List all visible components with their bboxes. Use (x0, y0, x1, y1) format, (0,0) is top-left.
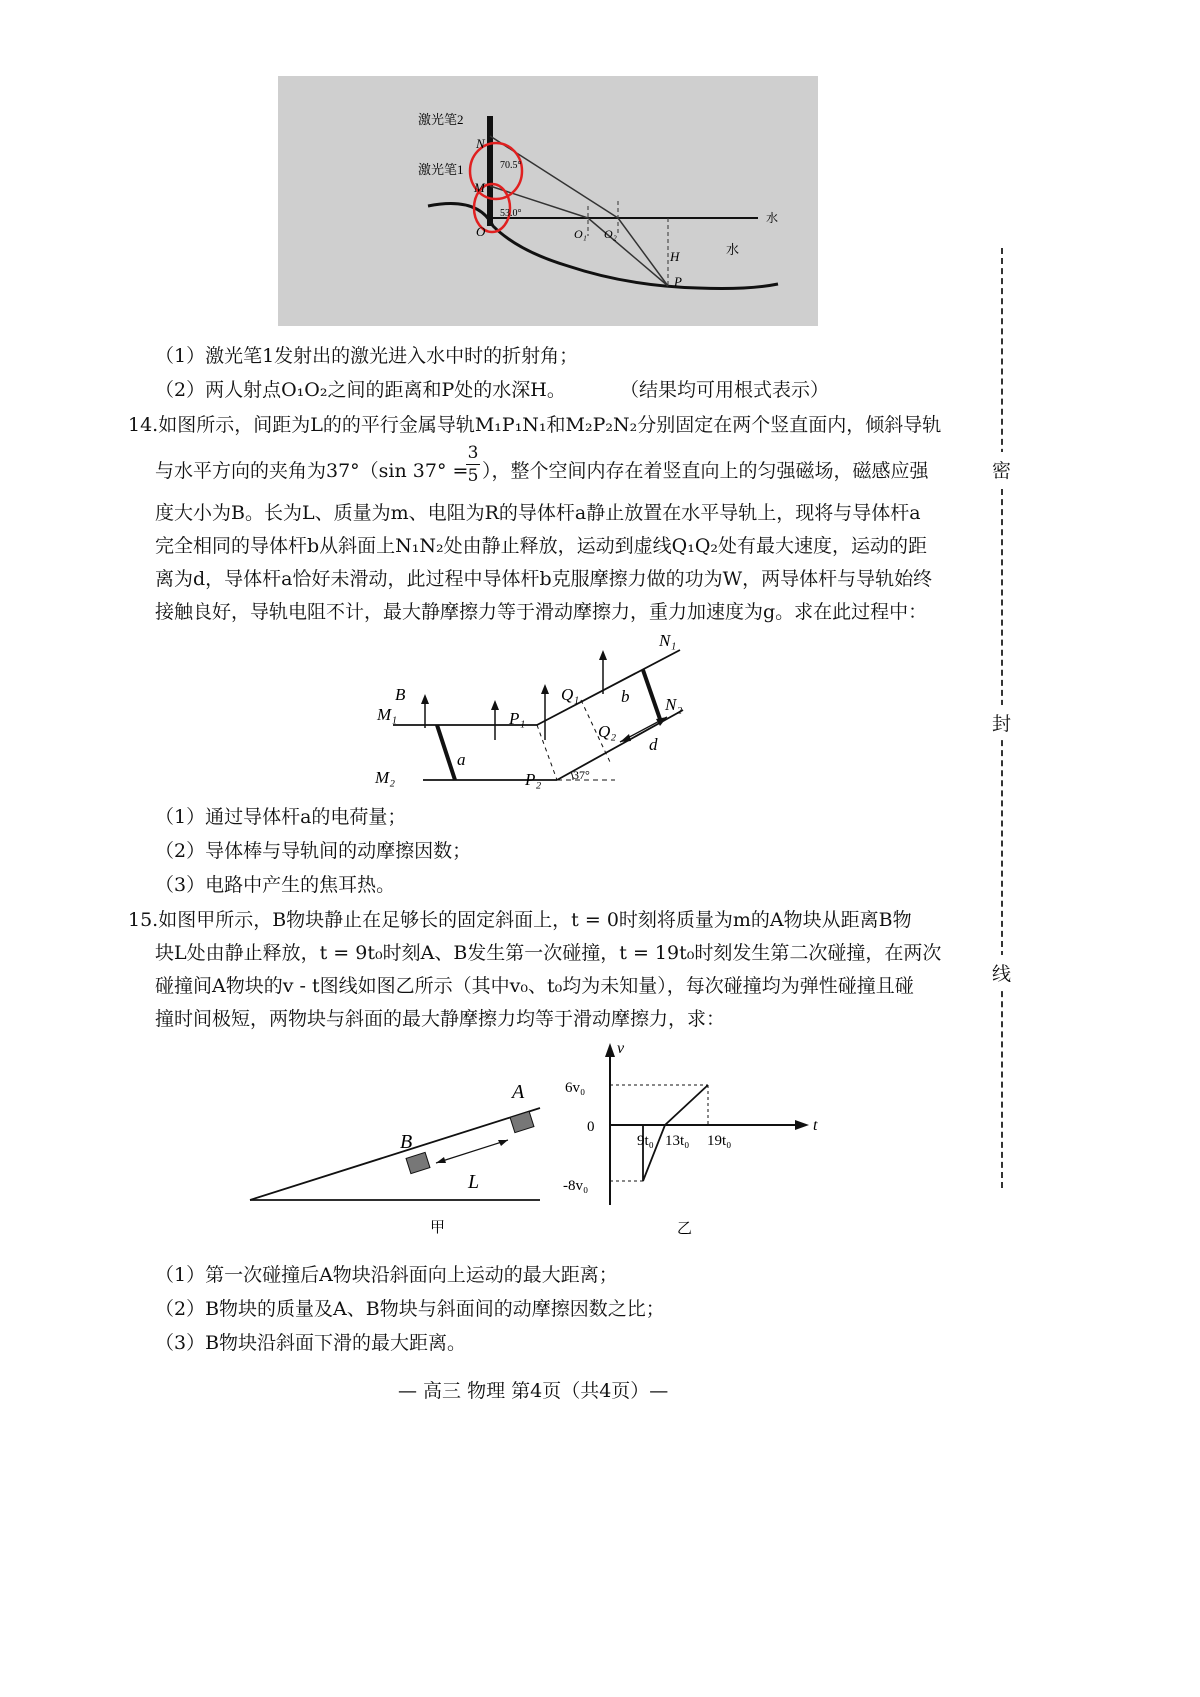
label-block-A: A (512, 1081, 525, 1103)
caption-jia: 甲 (430, 1220, 446, 1236)
block-A (510, 1111, 534, 1132)
label-P2: P₂ (525, 770, 542, 789)
field-arrowhead-2 (491, 700, 499, 710)
label-M2: M₂ (375, 768, 396, 787)
label-laser2: 激光笔2 (418, 112, 464, 127)
q14-sub1: （1）通过导体杆a的电荷量； (155, 806, 407, 828)
label-angle1: 70.5° (500, 160, 522, 171)
block-B (406, 1152, 430, 1173)
label-N: N (476, 136, 485, 151)
label-L: L (468, 1171, 480, 1193)
label-O2: O₂ (604, 227, 617, 241)
refraction-photo (278, 76, 818, 326)
q14-line2a: 与水平方向的夹角为37°（sin 37° = (155, 460, 469, 482)
side-char-xian: 线 (992, 955, 1011, 990)
label-d: d (649, 735, 658, 754)
refraction-diagram (278, 76, 818, 326)
q14-sub2: （2）导体棒与导轨间的动摩擦因数； (155, 840, 472, 862)
q14-line5: 离为d，导体杆a恰好未滑动，此过程中导体杆b克服摩擦力做的功为W，两导体杆与导轨始终 (155, 568, 933, 590)
q13-sub2: （2）两人射点O₁O₂之间的距离和P处的水深H。 (155, 379, 566, 401)
q14-line4: 完全相同的导体杆b从斜面上N₁N₂处由静止释放，运动到虚线Q₁Q₂处有最大速度，运动的距 (155, 535, 928, 557)
d-arrowhead-left (620, 734, 631, 742)
q15-line1: 15.如图甲所示，B物块静止在足够长的固定斜面上，t = 0时刻将质量为m的A物块从距离B物 (128, 909, 912, 931)
label-O1: O₁ (574, 227, 587, 241)
caption-yi: 乙 (677, 1221, 693, 1237)
label-H: H (670, 249, 680, 264)
label-t: t (813, 1117, 818, 1134)
label-water-surface: 水 (766, 211, 779, 225)
frac-denominator: 5 (467, 466, 479, 486)
vt-graph (565, 1035, 855, 1240)
L-arrowhead-left (436, 1157, 446, 1163)
tick-0: 0 (587, 1119, 595, 1135)
t-axis-arrowhead (795, 1120, 809, 1130)
field-arrowhead-1 (421, 694, 429, 704)
label-block-B: B (400, 1131, 413, 1153)
v-axis-arrowhead (605, 1043, 615, 1057)
incline-slope (250, 1108, 540, 1200)
q15-sub1: （1）第一次碰撞后A物块沿斜面向上运动的最大距离； (155, 1264, 618, 1286)
label-Q1: Q₁ (561, 685, 580, 704)
label-v: v (617, 1040, 625, 1057)
q15-sub2: （2）B物块的质量及A、B物块与斜面间的动摩擦因数之比； (155, 1298, 665, 1320)
L-arrowhead-right (498, 1140, 508, 1146)
label-M1: M₁ (377, 705, 398, 724)
tick-6v0: 6v₀ (565, 1080, 586, 1096)
label-P: P (674, 274, 682, 289)
q15-sub3: （3）B物块沿斜面下滑的最大距离。 (155, 1332, 467, 1354)
q14-fraction (466, 442, 480, 487)
label-O: O (476, 224, 486, 239)
q14-sub3: （3）电路中产生的焦耳热。 (155, 874, 396, 896)
frac-numerator: 3 (467, 443, 479, 463)
label-water: 水 (726, 242, 740, 257)
q15-line2: 块L处由静止释放，t = 9t₀时刻A、B发生第一次碰撞，t = 19t₀时刻发生第二次碰撞，在两次 (155, 942, 942, 964)
q15-line4: 撞时间极短，两物块与斜面的最大静摩擦力均等于滑动摩擦力，求： (155, 1008, 726, 1030)
tick-13t0: 13t₀ (665, 1133, 690, 1149)
page-footer: — 高三 物理 第4页（共4页）— (398, 1380, 669, 1402)
label-a: a (457, 750, 466, 769)
field-arrowhead-4 (599, 650, 607, 660)
label-laser1: 激光笔1 (418, 162, 464, 177)
label-P1: P₁ (509, 709, 526, 728)
label-b: b (621, 687, 630, 706)
q14-line3: 度大小为B。长为L、质量为m、电阻为R的导体杆a静止放置在水平导轨上，现将与导体杆a (155, 502, 921, 524)
incline-figure (240, 1060, 560, 1235)
side-char-mi: 密 (992, 452, 1011, 487)
label-Q2: Q₂ (598, 722, 617, 741)
rod-b (643, 670, 661, 722)
label-37deg: 37° (573, 768, 590, 782)
label-B: B (395, 685, 406, 704)
q15-line3: 碰撞间A物块的v - t图线如图乙所示（其中v₀、t₀均为未知量），每次碰撞均为弹性碰撞且碰 (155, 975, 914, 997)
refracted-ray-2 (618, 218, 668, 286)
q14-line2b: ），整个空间内存在着竖直向上的匀强磁场，磁感应强 (482, 460, 929, 482)
q13-sub1: （1）激光笔1发射出的激光进入水中时的折射角； (155, 345, 579, 367)
distance-L-arrow (436, 1140, 508, 1163)
rails-diagram (375, 630, 705, 795)
label-N2: N₂ (665, 695, 683, 714)
q13-note: （结果均可用根式表示） (620, 379, 830, 401)
label-angle2: 53.0° (500, 208, 522, 219)
label-N1: N₁ (659, 631, 677, 650)
field-arrowhead-3 (541, 684, 549, 694)
tick-9t0: 9t₀ (637, 1133, 654, 1149)
q14-line1: 14.如图所示，间距为L的的平行金属导轨M₁P₁N₁和M₂P₂N₂分别固定在两个竖直面内，倾斜导轨 (128, 414, 942, 436)
q14-line6: 接触良好，导轨电阻不计，最大静摩擦力等于滑动摩擦力，重力加速度为g。求在此过程中： (155, 601, 928, 623)
tick-minus8v0: -8v₀ (563, 1178, 589, 1194)
side-char-feng: 封 (992, 705, 1011, 740)
label-M: M (474, 180, 485, 195)
tick-19t0: 19t₀ (707, 1133, 732, 1149)
rod-a (437, 725, 455, 780)
